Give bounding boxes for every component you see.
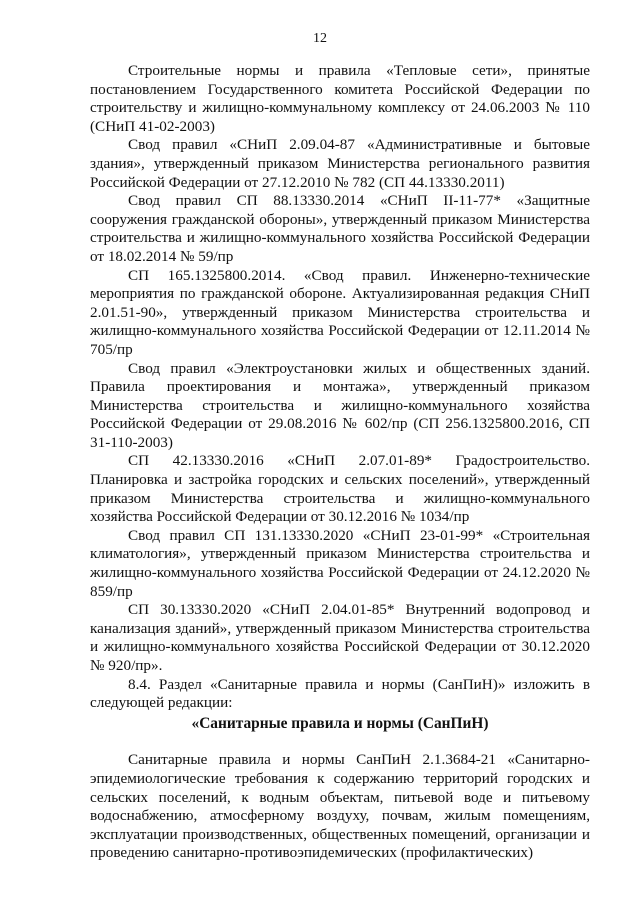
paragraph: СП 165.1325800.2014. «Свод правил. Инженерно-технические мероприятия по гражданской обороне. Актуализированная редакция СНиП 2.01.51-90», утвержденный приказом Министерства строительства и жилищно-коммунального хозяйства Российской Федерации от 12.11.2014 № 705/пр [90, 266, 590, 358]
spacer [90, 733, 590, 751]
paragraph: Свод правил СП 88.13330.2014 «СНиП II-11-77* «Защитные сооружения гражданской обороны», утвержденный приказом Министерства строительства и жилищно-коммунального хозяйства Российской Федерации от 18.02.2014 № 59/пр [90, 192, 590, 265]
paragraph: Санитарные правила и нормы СанПиН 2.1.3684-21 «Санитарно-эпидемиологические требования к содержанию территорий городских и сельских поселений, к водным объектам, питьевой воде и питьевому водоснабжению, атмосферному воздуху, почвам, жилым помещениям, эксплуатации производственных, общественных помещений, организации и проведению санитарно-противоэпидемических (профилактических) [90, 751, 590, 862]
paragraph: Свод правил «СНиП 2.09.04-87 «Административные и бытовые здания», утвержденный приказом Министерства регионального развития Российской Федерации от 27.12.2010 № 782 (СП 44.13330.2011) [90, 136, 590, 191]
page-number: 12 [313, 31, 327, 46]
document-body [90, 62, 590, 863]
paragraph: Свод правил СП 131.13330.2020 «СНиП 23-01-99* «Строительная климатология», утвержденный приказом Министерства строительства и жилищно-коммунального хозяйства Российской Федерации от 24.12.2020 № 859/пр [90, 526, 590, 600]
paragraph-section-intro: 8.4. Раздел «Санитарные правила и нормы (СанПиН)» изложить в следующей редакции: [90, 675, 590, 712]
paragraph: СП 30.13330.2020 «СНиП 2.04.01-85* Внутренний водопровод и канализация зданий», утвержденный приказом Министерства строительства и жилищно-коммунального хозяйства Российской Федерации от 30.12.2020 № 920/пр». [90, 601, 590, 674]
paragraph: Свод правил «Электроустановки жилых и общественных зданий. Правила проектирования и монтажа», утвержденный приказом Министерства строительства и жилищно-коммунального хозяйства Российской Федерации от 29.08.2016 № 602/пр (СП 256.1325800.2016, СП 31-110-2003) [90, 359, 590, 451]
paragraph: СП 42.13330.2016 «СНиП 2.07.01-89* Градостроительство. Планировка и застройка городских и сельских поселений», утвержденный приказом Министерства строительства и жилищно-коммунального хозяйства Российской Федерации от 30.12.2016 № 1034/пр [90, 452, 590, 526]
section-heading: «Санитарные правила и нормы (СанПиН) [191, 714, 489, 732]
paragraph: Строительные нормы и правила «Тепловые сети», принятые постановлением Государственного комитета Российской Федерации по строительству и жилищно-коммунальному комплексу от 24.06.2003 № 110 (СНиП 41-02-2003) [90, 62, 590, 135]
